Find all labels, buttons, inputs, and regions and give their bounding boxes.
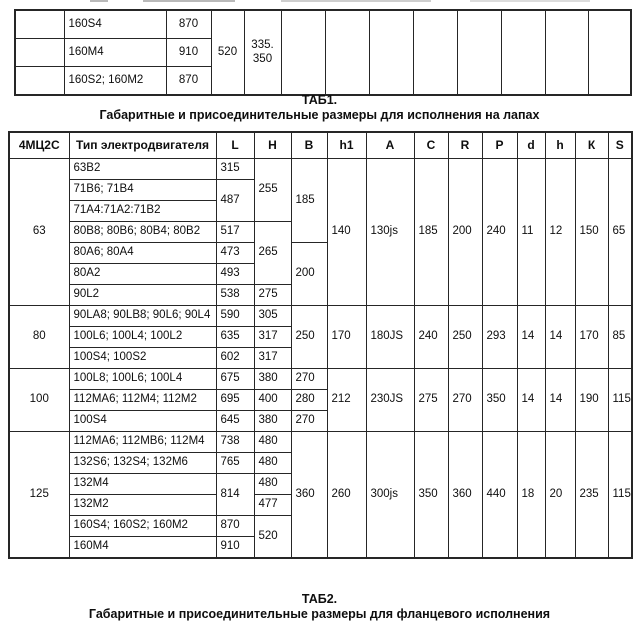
- table-cell: 100S4; 100S2: [69, 348, 216, 369]
- table-cell: 814: [216, 474, 254, 516]
- table-cell: 315: [216, 159, 254, 180]
- column-header: L: [216, 132, 254, 159]
- tab1-partial-table-body: [15, 10, 631, 95]
- table-cell: 112MA6; 112M4; 112M2: [69, 390, 216, 411]
- table-cell: 317: [254, 348, 291, 369]
- table-cell: 400: [254, 390, 291, 411]
- column-header: h: [545, 132, 575, 159]
- table-cell: 275: [254, 285, 291, 306]
- table-cell: 100S4: [69, 411, 216, 432]
- table-cell: 80: [9, 306, 69, 369]
- table-cell: 255: [254, 159, 291, 222]
- tab2-caption: [0, 592, 639, 622]
- empty-cell: [501, 10, 545, 95]
- table-cell: 870: [166, 67, 211, 96]
- table-cell: 265: [254, 222, 291, 285]
- table-cell: 80A2: [69, 264, 216, 285]
- empty-cell: [281, 10, 325, 95]
- table-cell: 230JS: [366, 369, 414, 432]
- empty-cell: [545, 10, 588, 95]
- table-cell: 360: [291, 432, 327, 559]
- empty-cell: [15, 10, 64, 39]
- table-cell: 520: [211, 10, 244, 95]
- table-cell: 480: [254, 432, 291, 453]
- table-cell: 300js: [366, 432, 414, 559]
- table-cell: 910: [216, 537, 254, 559]
- scan-artifact: [143, 0, 235, 2]
- empty-cell: [369, 10, 413, 95]
- tab1-caption-title: ТАБ1.: [301, 93, 338, 107]
- table-cell: 185: [414, 159, 448, 306]
- table-row: [9, 432, 632, 453]
- table-cell: 160S2; 160M2: [64, 67, 166, 96]
- empty-cell: [588, 10, 631, 95]
- table-row: [9, 306, 632, 327]
- table-cell: 235: [575, 432, 608, 559]
- table-cell: 738: [216, 432, 254, 453]
- table-cell: 910: [166, 39, 211, 67]
- table-cell: 675: [216, 369, 254, 390]
- table-cell: 250: [448, 306, 482, 369]
- table-cell: 80A6; 80A4: [69, 243, 216, 264]
- table-cell: 132M4: [69, 474, 216, 495]
- table-cell: 125: [9, 432, 69, 559]
- scan-artifact: [470, 0, 590, 2]
- table-cell: 200: [448, 159, 482, 306]
- table-cell: 473: [216, 243, 254, 264]
- table-cell: 317: [254, 327, 291, 348]
- table-cell: 63B2: [69, 159, 216, 180]
- table-cell: 493: [216, 264, 254, 285]
- column-header: d: [517, 132, 545, 159]
- table-cell: 140: [327, 159, 366, 306]
- table-cell: 160M4: [69, 537, 216, 559]
- column-header: B: [291, 132, 327, 159]
- table-cell: 870: [166, 10, 211, 39]
- tab2-table-header: [9, 132, 632, 159]
- table-cell: 305: [254, 306, 291, 327]
- table-cell: 160S4: [64, 10, 166, 39]
- column-header: S: [608, 132, 632, 159]
- table-cell: 14: [545, 306, 575, 369]
- column-header: 4МЦ2С: [9, 132, 69, 159]
- table-cell: 270: [291, 411, 327, 432]
- table-cell: 180JS: [366, 306, 414, 369]
- table-cell: 765: [216, 453, 254, 474]
- table-cell: 115: [608, 432, 632, 559]
- column-header: h1: [327, 132, 366, 159]
- table-cell: 280: [291, 390, 327, 411]
- table-cell: 350: [482, 369, 517, 432]
- table-cell: 590: [216, 306, 254, 327]
- table-cell: 71B6; 71B4: [69, 180, 216, 201]
- table-cell: 112MA6; 112MB6; 112M4: [69, 432, 216, 453]
- empty-cell: [457, 10, 501, 95]
- table-cell: 14: [517, 369, 545, 432]
- table-cell: 870: [216, 516, 254, 537]
- table-cell: 270: [448, 369, 482, 432]
- tab2-table-body: [9, 159, 632, 559]
- column-header: К: [575, 132, 608, 159]
- table-cell: 11: [517, 159, 545, 306]
- table-cell: 335. 350: [244, 10, 281, 95]
- table-cell: 132M2: [69, 495, 216, 516]
- table-cell: 293: [482, 306, 517, 369]
- table-cell: 130js: [366, 159, 414, 306]
- table-cell: 14: [545, 369, 575, 432]
- table-row: [15, 10, 631, 39]
- empty-cell: [413, 10, 457, 95]
- table-cell: 350: [414, 432, 448, 559]
- table-cell: 240: [482, 159, 517, 306]
- table-cell: 100: [9, 369, 69, 432]
- table-cell: 160M4: [64, 39, 166, 67]
- table-cell: 480: [254, 474, 291, 495]
- table-cell: 477: [254, 495, 291, 516]
- table-cell: 635: [216, 327, 254, 348]
- table-cell: 160S4; 160S2; 160M2: [69, 516, 216, 537]
- column-header: A: [366, 132, 414, 159]
- column-header: Тип электродвигателя: [69, 132, 216, 159]
- scan-artifact: [90, 0, 108, 2]
- tab1-caption: [0, 93, 639, 123]
- table-cell: 212: [327, 369, 366, 432]
- table-cell: 380: [254, 411, 291, 432]
- column-header: R: [448, 132, 482, 159]
- table-cell: 65: [608, 159, 632, 306]
- table-cell: 360: [448, 432, 482, 559]
- table-cell: 538: [216, 285, 254, 306]
- table-cell: 695: [216, 390, 254, 411]
- table-cell: 602: [216, 348, 254, 369]
- empty-cell: [15, 67, 64, 96]
- table-cell: 100L6; 100L4; 100L2: [69, 327, 216, 348]
- table-cell: 520: [254, 516, 291, 559]
- tab2-dimensions-table: [8, 131, 633, 559]
- table-cell: 90L2: [69, 285, 216, 306]
- table-cell: 645: [216, 411, 254, 432]
- table-cell: 12: [545, 159, 575, 306]
- empty-cell: [325, 10, 369, 95]
- table-cell: 480: [254, 453, 291, 474]
- table-cell: 115: [608, 369, 632, 432]
- tab1-partial-table: [14, 9, 632, 96]
- table-cell: 185: [291, 159, 327, 243]
- table-cell: 85: [608, 306, 632, 369]
- header-row: [9, 132, 632, 159]
- table-cell: 487: [216, 180, 254, 222]
- table-cell: 100L8; 100L6; 100L4: [69, 369, 216, 390]
- table-cell: 63: [9, 159, 69, 306]
- table-cell: 20: [545, 432, 575, 559]
- table-row: [9, 159, 632, 180]
- table-cell: 380: [254, 369, 291, 390]
- table-cell: 200: [291, 243, 327, 306]
- table-cell: 260: [327, 432, 366, 559]
- scan-artifact: [281, 0, 431, 2]
- table-cell: 80B8; 80B6; 80B4; 80B2: [69, 222, 216, 243]
- tab1-caption-subtitle: Габаритные и присоединительные размеры для исполнения на лапах: [99, 108, 540, 122]
- table-cell: 270: [291, 369, 327, 390]
- table-cell: 132S6; 132S4; 132M6: [69, 453, 216, 474]
- table-cell: 250: [291, 306, 327, 369]
- column-header: C: [414, 132, 448, 159]
- table-row: [9, 369, 632, 390]
- table-cell: 18: [517, 432, 545, 559]
- tab2-caption-title: ТАБ2.: [301, 592, 338, 606]
- table-cell: 71A4:71A2:71B2: [69, 201, 216, 222]
- empty-cell: [15, 39, 64, 67]
- column-header: H: [254, 132, 291, 159]
- table-cell: 275: [414, 369, 448, 432]
- tab2-caption-subtitle: Габаритные и присоединительные размеры для фланцевого исполнения: [88, 607, 551, 621]
- table-cell: 14: [517, 306, 545, 369]
- table-cell: 440: [482, 432, 517, 559]
- table-cell: 240: [414, 306, 448, 369]
- table-cell: 517: [216, 222, 254, 243]
- table-cell: 170: [575, 306, 608, 369]
- table-cell: 170: [327, 306, 366, 369]
- table-cell: 90LA8; 90LB8; 90L6; 90L4: [69, 306, 216, 327]
- column-header: P: [482, 132, 517, 159]
- table-cell: 190: [575, 369, 608, 432]
- table-cell: 150: [575, 159, 608, 306]
